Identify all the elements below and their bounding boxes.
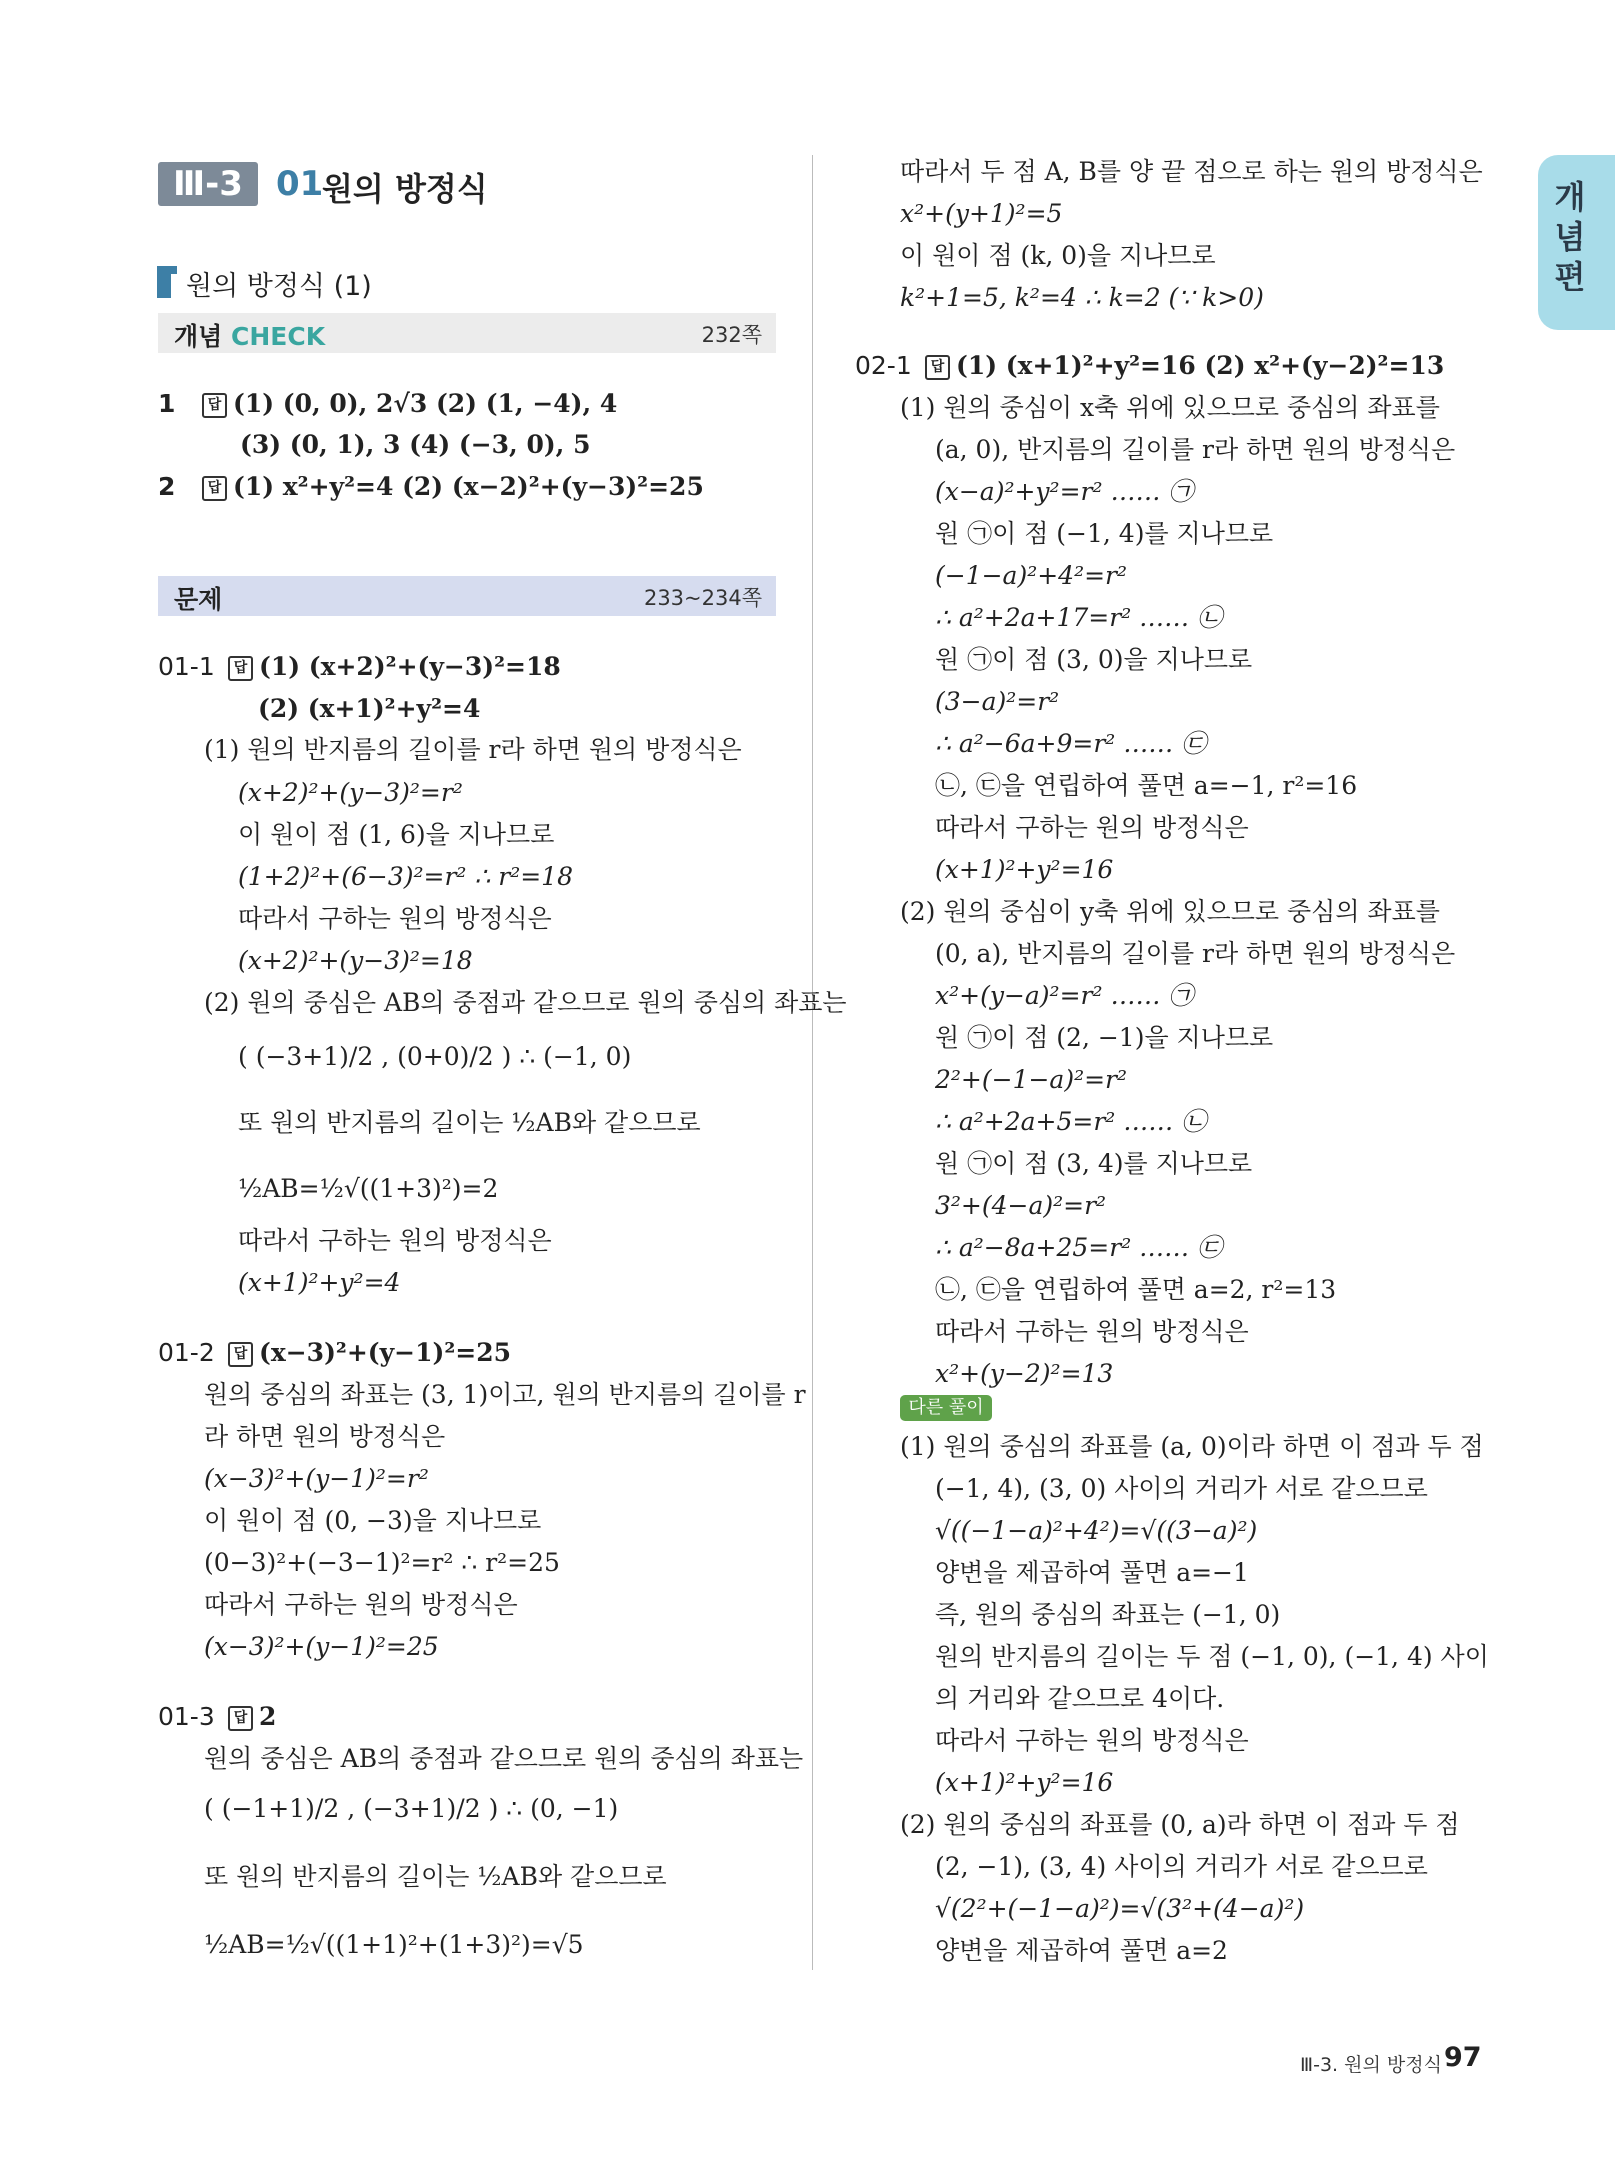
column-divider <box>812 155 813 1970</box>
solution-line: √(2²+(−1−a)²)=√(3²+(4−a)²) <box>935 1894 1305 1923</box>
question-number: 1 <box>158 389 176 418</box>
solution-line: 이 원이 점 (k, 0)을 지나므로 <box>900 241 1216 270</box>
concept-check-accent: CHECK <box>231 322 326 351</box>
problem-number: 02-1 <box>855 351 912 380</box>
solution-line: (1) 원의 중심이 x축 위에 있으므로 중심의 좌표를 <box>900 393 1440 422</box>
solution-line: 따라서 구하는 원의 방정식은 <box>204 1590 518 1619</box>
solution-line: (2, −1), (3, 4) 사이의 거리가 서로 같으므로 <box>935 1852 1428 1881</box>
solution-line: (x−a)²+y²=r² …… ㉠ <box>935 477 1194 506</box>
solution-line: k²+1=5, k²=4 ∴ k=2 (∵ k>0) <box>900 283 1264 312</box>
solution-line: 따라서 구하는 원의 방정식은 <box>935 1317 1249 1346</box>
solution-line: x²+(y−2)²=13 <box>935 1359 1114 1388</box>
solution-line: (x+2)²+(y−3)²=18 <box>238 946 473 975</box>
solution-line: 따라서 구하는 원의 방정식은 <box>238 904 552 933</box>
answer-text: (1) (x+1)²+y²=16 (2) x²+(y−2)²=13 <box>956 351 1445 380</box>
answer-text: 2 <box>259 1702 277 1731</box>
solution-line: (a, 0), 반지름의 길이를 r라 하면 원의 방정식은 <box>935 435 1456 464</box>
solution-line: ㉡, ㉢을 연립하여 풀면 a=−1, r²=16 <box>935 771 1358 800</box>
solution-line: 원 ㉠이 점 (3, 0)을 지나므로 <box>935 645 1253 674</box>
concept-check-prefix: 개념 <box>174 322 223 351</box>
side-tab-char-2: 념 <box>1554 218 1586 256</box>
solution-line: x²+(y+1)²=5 <box>900 199 1063 228</box>
page-number: 97 <box>1444 2042 1482 2073</box>
solution-line: 원 ㉠이 점 (2, −1)을 지나므로 <box>935 1023 1274 1052</box>
solution-line: ( (−3+1)/2 , (0+0)/2 ) ∴ (−1, 0) <box>238 1042 632 1071</box>
solution-line: (x+2)²+(y−3)²=r² <box>238 778 463 807</box>
answer-icon: 답 <box>925 355 950 380</box>
solution-line: ∴ a²+2a+5=r² …… ㉡ <box>935 1107 1207 1136</box>
solution-line: ∴ a²−8a+25=r² …… ㉢ <box>935 1233 1223 1262</box>
solution-line: 즉, 원의 중심의 좌표는 (−1, 0) <box>935 1600 1281 1629</box>
problems-label: 문제 <box>174 585 223 614</box>
solution-line: 3²+(4−a)²=r² <box>935 1191 1107 1220</box>
solution-line: 라 하면 원의 방정식은 <box>204 1422 446 1451</box>
solution-line: 원 ㉠이 점 (3, 4)를 지나므로 <box>935 1149 1253 1178</box>
solution-line: 따라서 구하는 원의 방정식은 <box>935 1726 1249 1755</box>
problem-number: 01-1 <box>158 652 215 681</box>
solution-line: 원의 반지름의 길이는 두 점 (−1, 0), (−1, 4) 사이 <box>935 1642 1489 1671</box>
solution-line: (2) 원의 중심의 좌표를 (0, a)라 하면 이 점과 두 점 <box>900 1810 1460 1839</box>
answer-text: (2) (x+1)²+y²=4 <box>258 694 481 723</box>
solution-line: 이 원이 점 (1, 6)을 지나므로 <box>238 820 555 849</box>
solution-line: √((−1−a)²+4²)=√((3−a)²) <box>935 1516 1258 1545</box>
concept-check-bar <box>158 313 776 353</box>
side-tab <box>1538 155 1615 330</box>
solution-line: x²+(y−a)²=r² …… ㉠ <box>935 981 1194 1010</box>
concept-check-page: 232쪽 <box>701 323 762 347</box>
problems-page: 233~234쪽 <box>643 586 762 610</box>
solution-line: (x−3)²+(y−1)²=r² <box>204 1464 429 1493</box>
problem-number: 01-3 <box>158 1702 215 1731</box>
solution-line: 원의 중심의 좌표는 (3, 1)이고, 원의 반지름의 길이를 r <box>204 1380 806 1409</box>
solution-line: 양변을 제곱하여 풀면 a=−1 <box>935 1558 1249 1587</box>
answer-text: (1) (0, 0), 2√3 (2) (1, −4), 4 <box>233 389 618 418</box>
problems-bar <box>158 576 776 616</box>
solution-line: (−1−a)²+4²=r² <box>935 561 1128 590</box>
solution-line: 원의 중심은 AB의 중점과 같으므로 원의 중심의 좌표는 <box>204 1744 804 1773</box>
solution-line: (x+1)²+y²=16 <box>935 855 1114 884</box>
chapter-tag: Ⅲ-3 <box>158 162 258 206</box>
answer-icon: 답 <box>228 1706 253 1731</box>
solution-line: 따라서 두 점 A, B를 양 끝 점으로 하는 원의 방정식은 <box>900 157 1483 186</box>
solution-line: (2) 원의 중심은 AB의 중점과 같으므로 원의 중심의 좌표는 <box>204 988 847 1017</box>
solution-line: 또 원의 반지름의 길이는 ½AB와 같으므로 <box>238 1108 701 1137</box>
solution-line: (1) 원의 중심의 좌표를 (a, 0)이라 하면 이 점과 두 점 <box>900 1432 1484 1461</box>
solution-line: ㉡, ㉢을 연립하여 풀면 a=2, r²=13 <box>935 1275 1337 1304</box>
solution-line: (2) 원의 중심이 y축 위에 있으므로 중심의 좌표를 <box>900 897 1440 926</box>
answer-text: (x−3)²+(y−1)²=25 <box>259 1338 512 1367</box>
answer-text: (1) x²+y²=4 (2) (x−2)²+(y−3)²=25 <box>233 472 704 501</box>
solution-line: 따라서 구하는 원의 방정식은 <box>238 1226 552 1255</box>
question-number: 2 <box>158 472 176 501</box>
solution-line: 원 ㉠이 점 (−1, 4)를 지나므로 <box>935 519 1274 548</box>
solution-line: 또 원의 반지름의 길이는 ½AB와 같으므로 <box>204 1862 667 1891</box>
solution-line: ∴ a²−6a+9=r² …… ㉢ <box>935 729 1207 758</box>
solution-line: (1+2)²+(6−3)²=r² ∴ r²=18 <box>238 862 573 891</box>
solution-line: ∴ a²+2a+17=r² …… ㉡ <box>935 603 1223 632</box>
answer-icon: 답 <box>228 656 253 681</box>
solution-line: 양변을 제곱하여 풀면 a=2 <box>935 1936 1228 1965</box>
solution-line: 따라서 구하는 원의 방정식은 <box>935 813 1249 842</box>
alternative-solution-badge: 다른 풀이 <box>900 1395 992 1421</box>
solution-line: (x+1)²+y²=4 <box>238 1268 401 1297</box>
solution-line: ½AB=½√((1+3)²)=2 <box>238 1174 499 1203</box>
solution-line: 이 원이 점 (0, −3)을 지나므로 <box>204 1506 542 1535</box>
solution-line: (1) 원의 반지름의 길이를 r라 하면 원의 방정식은 <box>204 735 742 764</box>
solution-line: 2²+(−1−a)²=r² <box>935 1065 1128 1094</box>
solution-line: ½AB=½√((1+1)²+(1+3)²)=√5 <box>204 1930 584 1959</box>
answer-text: (3) (0, 1), 3 (4) (−3, 0), 5 <box>240 430 591 459</box>
problem-number: 01-2 <box>158 1338 215 1367</box>
concept-check-label <box>174 317 325 353</box>
solution-line: (x−3)²+(y−1)²=25 <box>204 1632 439 1661</box>
chapter-title: 원의 방정식 <box>322 170 488 208</box>
answer-text: (1) (x+2)²+(y−3)²=18 <box>259 652 561 681</box>
solution-line: 의 거리와 같으므로 4이다. <box>935 1684 1225 1713</box>
section-mark-bar <box>157 270 171 298</box>
side-tab-char-1: 개 <box>1554 178 1586 216</box>
answer-icon: 답 <box>228 1342 253 1367</box>
solution-line: (−1, 4), (3, 0) 사이의 거리가 서로 같으므로 <box>935 1474 1428 1503</box>
solution-line: (x+1)²+y²=16 <box>935 1768 1114 1797</box>
section-title: 원의 방정식 (1) <box>186 271 372 302</box>
solution-line: ( (−1+1)/2 , (−3+1)/2 ) ∴ (0, −1) <box>204 1794 619 1823</box>
chapter-number: 01 <box>276 164 324 204</box>
solution-line: (0, a), 반지름의 길이를 r라 하면 원의 방정식은 <box>935 939 1456 968</box>
footer-title: Ⅲ-3. 원의 방정식 <box>1300 2054 1442 2076</box>
side-tab-char-3: 편 <box>1554 258 1586 296</box>
solution-line: (0−3)²+(−3−1)²=r² ∴ r²=25 <box>204 1548 560 1577</box>
solution-line: (3−a)²=r² <box>935 687 1060 716</box>
answer-icon: 답 <box>202 393 227 418</box>
answer-icon: 답 <box>202 476 227 501</box>
